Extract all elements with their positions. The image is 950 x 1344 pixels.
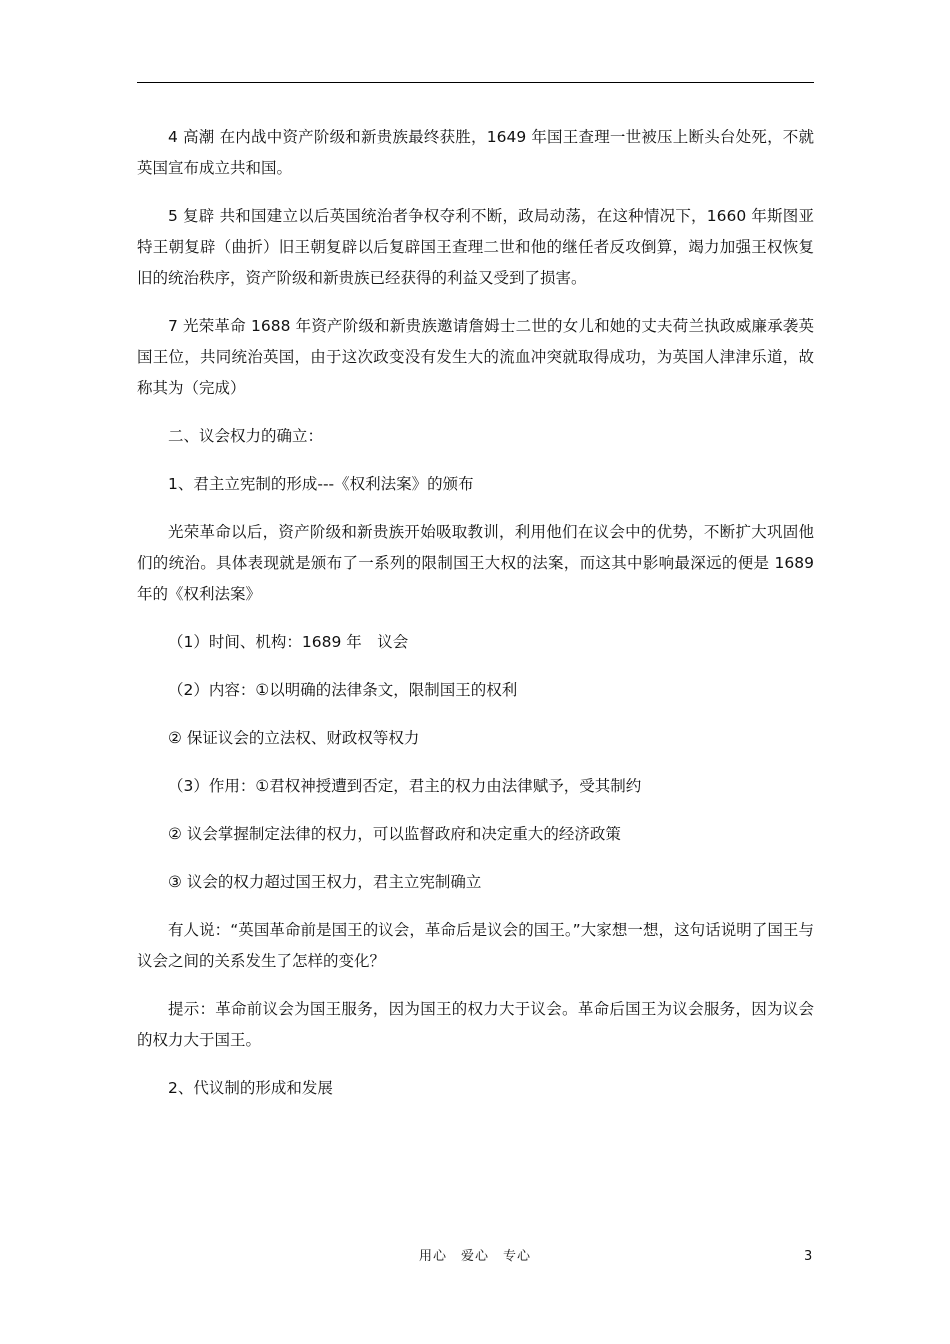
list-item-time-institution: （1）时间、机构：1689 年 议会	[168, 633, 409, 651]
list-item-effect-3: ③ 议会的权力超过国王权力，君主立宪制确立	[168, 873, 482, 891]
paragraph-climax: 4 高潮 在内战中资产阶级和新贵族最终获胜，1649 年国王查理一世被压上断头台处死，不就英国宣布成立共和国。	[137, 128, 814, 177]
document-body	[137, 122, 814, 1121]
list-item-content-2: ② 保证议会的立法权、财政权等权力	[168, 729, 420, 747]
list-item-effect-2: ② 议会掌握制定法律的权力，可以监督政府和决定重大的经济政策	[168, 825, 621, 843]
subheading-constitutional-monarchy: 1、君主立宪制的形成---《权利法案》的颁布	[168, 475, 474, 493]
paragraph-bill-of-rights-intro: 光荣革命以后，资产阶级和新贵族开始吸取教训，利用他们在议会中的优势，不断扩大巩固他们的统治。具体表现就是颁布了一系列的限制国王大权的法案，而这其中影响最深远的便是 1689 年的《权利法案》	[137, 523, 814, 603]
paragraph-hint: 提示：革命前议会为国王服务，因为国王的权力大于议会。革命后国王为议会服务，因为议会的权力大于国王。	[137, 1000, 814, 1049]
paragraph-question: 有人说：“英国革命前是国王的议会，革命后是议会的国王。”大家想一想，这句话说明了国王与议会之间的关系发生了怎样的变化？	[137, 921, 814, 970]
paragraph-glorious-revolution: 7 光荣革命 1688 年资产阶级和新贵族邀请詹姆士二世的女儿和她的丈夫荷兰执政威廉承袭英国王位，共同统治英国，由于这次政变没有发生大的流血冲突就取得成功，为英国人津津乐道，故称其为（完成）	[137, 317, 814, 397]
list-item-content: （2）内容：①以明确的法律条文，限制国王的权利	[168, 681, 518, 699]
section-heading-parliament-power: 二、议会权力的确立：	[168, 427, 324, 445]
list-item-effect: （3）作用：①君权神授遭到否定，君主的权力由法律赋予，受其制约	[168, 777, 642, 795]
footer-motto: 用心 爱心 专心	[418, 1249, 531, 1264]
header-rule	[137, 82, 814, 83]
page-number: 3	[804, 1249, 813, 1264]
paragraph-restoration: 5 复辟 共和国建立以后英国统治者争权夺利不断，政局动荡，在这种情况下，1660 年斯图亚特王朝复辟（曲折）旧王朝复辟以后复辟国王查理二世和他的继任者反攻倒算，竭力加强王权恢复旧的统治秩序，资产阶级和新贵族已经获得的利益又受到了损害。	[137, 207, 814, 287]
subheading-representative-system: 2、代议制的形成和发展	[168, 1079, 333, 1097]
